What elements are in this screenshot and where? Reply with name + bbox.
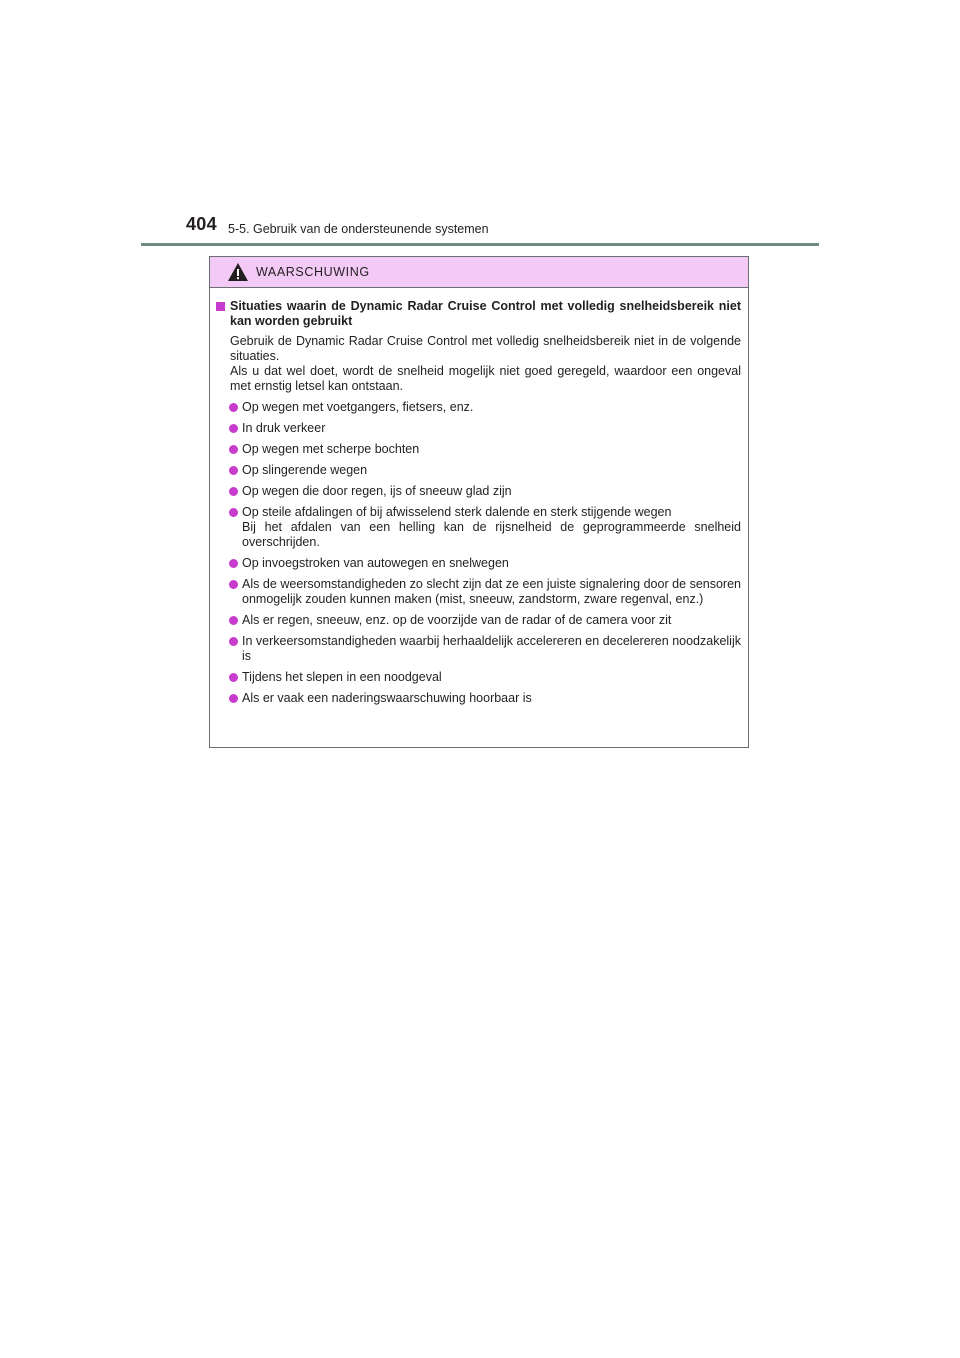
bullet-dot-icon <box>229 445 238 454</box>
list-item <box>216 556 741 571</box>
list-item-text: Tijdens het slepen in een noodgeval <box>242 670 442 684</box>
list-item <box>216 484 741 499</box>
square-bullet-icon <box>216 302 225 311</box>
intro-line-1: Gebruik de Dynamic Radar Cruise Control met volledig snelheidsbereik niet in de volgende situaties. <box>230 334 741 363</box>
section-title: 5-5. Gebruik van de ondersteunende systemen <box>228 222 489 236</box>
warning-title: WAARSCHUWING <box>256 265 370 279</box>
list-item-text: Op slingerende wegen <box>242 463 368 477</box>
intro-line-2: Als u dat wel doet, wordt de snelheid mogelijk niet goed geregeld, waardoor een ongeval met ernstig letsel kan ontstaan. <box>230 364 741 393</box>
list-item <box>216 634 741 664</box>
list-item <box>216 691 741 706</box>
list-item-text: Op wegen die door regen, ijs of sneeuw glad zijn <box>242 484 512 498</box>
list-item-text: Op steile afdalingen of bij afwisselend sterk dalende en sterk stijgende wegen <box>242 505 672 519</box>
warning-content <box>210 288 748 706</box>
list-item <box>216 400 741 415</box>
list-item-text: Op wegen met scherpe bochten <box>242 442 420 456</box>
list-item-subtext: Bij het afdalen van een helling kan de rijsnelheid de geprogrammeerde snelheid overschrijden. <box>242 520 741 549</box>
list-item <box>216 577 741 607</box>
list-item-text: Op invoegstroken van autowegen en snelwegen <box>242 556 509 570</box>
intro-paragraph <box>216 334 741 394</box>
bullet-dot-icon <box>229 580 238 589</box>
page-number: 404 <box>186 214 217 234</box>
list-item-text: In verkeersomstandigheden waarbij herhaaldelijk accelereren en decelereren noodzakelijk is <box>242 634 741 663</box>
bullet-dot-icon <box>229 559 238 568</box>
bullet-dot-icon <box>229 466 238 475</box>
list-item <box>216 613 741 628</box>
list-item-text: In druk verkeer <box>242 421 326 435</box>
bullet-dot-icon <box>229 487 238 496</box>
bullet-dot-icon <box>229 673 238 682</box>
list-item <box>216 670 741 685</box>
list-item <box>216 421 741 436</box>
warning-box <box>209 256 749 748</box>
list-item <box>216 505 741 550</box>
page-header <box>186 214 818 246</box>
list-item-text: Als er regen, sneeuw, enz. op de voorzijde van de radar of de camera voor zit <box>242 613 672 627</box>
situation-list <box>216 400 741 706</box>
list-item <box>216 463 741 478</box>
warning-triangle-icon <box>227 262 249 282</box>
list-item-text: Op wegen met voetgangers, fietsers, enz. <box>242 400 474 414</box>
bullet-dot-icon <box>229 424 238 433</box>
header-rule <box>141 243 819 246</box>
list-item-text: Als er vaak een naderingswaarschuwing hoorbaar is <box>242 691 532 705</box>
bullet-dot-icon <box>229 616 238 625</box>
bullet-dot-icon <box>229 403 238 412</box>
topic-heading-text: Situaties waarin de Dynamic Radar Cruise Control met volledig snelheidsbereik niet kan worden gebruikt <box>230 299 741 328</box>
list-item-text: Als de weersomstandigheden zo slecht zijn dat ze een juiste signalering door de sensoren onmogelijk zouden kunnen maken (mist, sneeuw, zandstorm, zware regenval, enz.) <box>242 577 741 606</box>
list-item <box>216 442 741 457</box>
warning-header <box>210 257 748 288</box>
bullet-dot-icon <box>229 637 238 646</box>
topic-heading <box>216 299 741 329</box>
bullet-dot-icon <box>229 508 238 517</box>
bullet-dot-icon <box>229 694 238 703</box>
